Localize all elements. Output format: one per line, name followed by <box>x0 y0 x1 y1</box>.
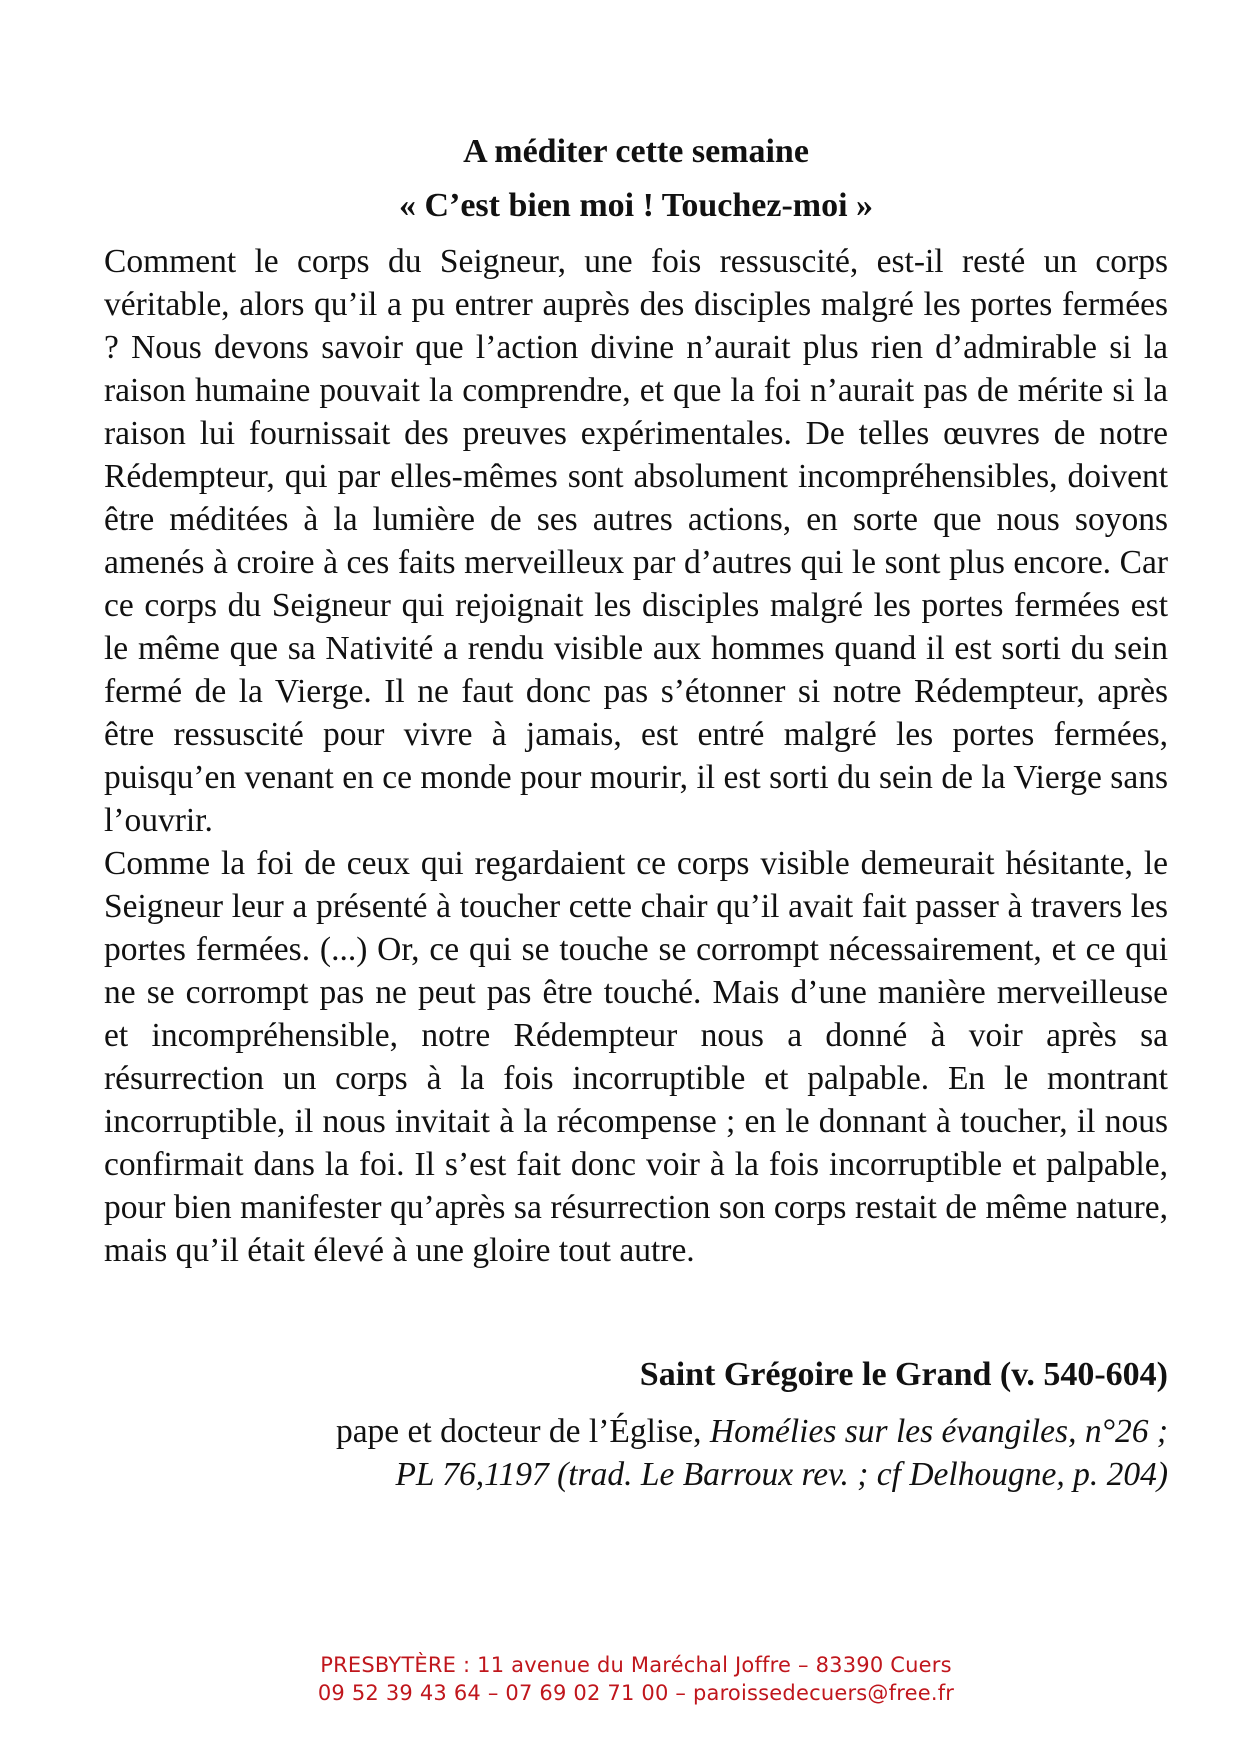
footer-phones-email: 09 52 39 43 64 – 07 69 02 71 00 – paroissedecuers@free.fr <box>317 1681 955 1705</box>
source-role: pape et docteur de l’Église, <box>335 1413 710 1450</box>
source-line-2 <box>104 1453 1168 1496</box>
source-work: Homélies sur les évangiles, n°26 ; <box>709 1413 1168 1450</box>
paragraph-2: Comme la foi de ceux qui regardaient ce corps visible demeurait hésitante, le Seigneur leur a présenté à toucher cette chair qu’il avait fait passer à travers les portes fermées. (...) Or, ce qui se touche se corrompt nécessairement, et ce qui ne se corrompt pas ne peut pas être touché. Mais d’une manière merveilleuse et incompréhensible, notre Rédempteur nous a donné à voir après sa résurrection un corps à la fois incorruptible et palpable. En le montrant incorruptible, il nous invitait à la récompense ; en le donnant à toucher, il nous confirmait dans la foi. Il s’est fait donc voir à la fois incorruptible et palpable, pour bien manifester qu’après sa résurrection son corps restait de même nature, mais qu’il était élevé à une gloire tout autre. <box>104 845 1168 1269</box>
footer-contact <box>104 1651 1168 1707</box>
source-reference: PL 76,1197 (trad. Le Barroux rev. ; cf Delhougne, p. 204) <box>395 1456 1168 1493</box>
author-signature: Saint Grégoire le Grand (v. 540-604) <box>639 1356 1168 1393</box>
heading-title: A méditer cette semaine <box>463 133 809 170</box>
heading-quote: « C’est bien moi ! Touchez-moi » <box>398 187 874 224</box>
footer-address: PRESBYTÈRE : 11 avenue du Maréchal Joffre – 83390 Cuers <box>320 1653 952 1677</box>
paragraph-1: Comment le corps du Seigneur, une fois ressuscité, est-il resté un corps véritable, alors qu’il a pu entrer auprès des disciples malgré les portes fermées ? Nous devons savoir que l’action divine n’aurait plus rien d’admirable si la raison humaine pouvait la comprendre, et que la foi n’aurait pas de mérite si la raison lui fournissait des preuves expérimentales. De telles œuvres de notre Rédempteur, qui par elles-mêmes sont absolument incompréhensibles, doivent être méditées à la lumière de ses autres actions, en sorte que nous soyons amenés à croire à ces faits merveilleux par d’autres qui le sont plus encore. Car ce corps du Seigneur qui rejoignait les disciples malgré les portes fermées est le même que sa Nativité a rendu visible aux hommes quand il est sorti du sein fermé de la Vierge. Il ne faut donc pas s’étonner si notre Rédempteur, après être ressuscité pour vivre à jamais, est entré malgré les portes fermées, puisqu’en venant en ce monde pour mourir, il est sorti du sein de la Vierge sans l’ouvrir. <box>104 243 1168 839</box>
body-text <box>104 240 1168 1272</box>
source-line-1 <box>104 1410 1168 1453</box>
source-citation <box>104 1410 1168 1496</box>
